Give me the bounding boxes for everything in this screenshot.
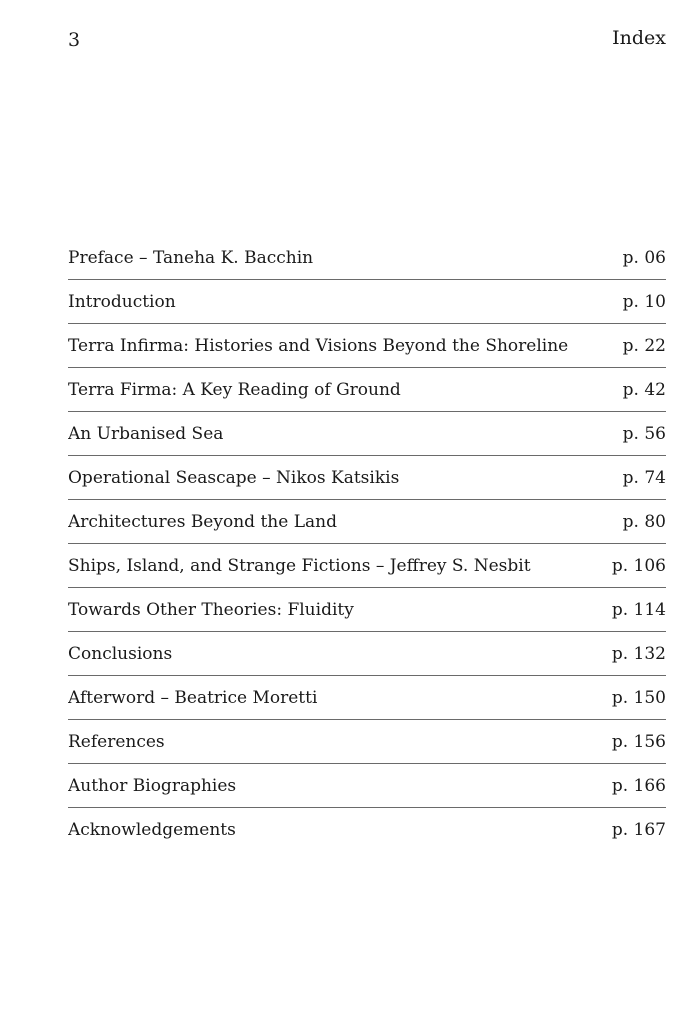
- toc-entry-page: p. 42: [622, 379, 666, 400]
- toc-entry-page: p. 10: [622, 291, 666, 312]
- toc-entry: [68, 456, 666, 500]
- toc-entry-page: p. 114: [611, 599, 666, 620]
- toc-entry-title: Architectures Beyond the Land: [68, 511, 337, 532]
- toc-entry-title: Operational Seascape – Nikos Katsikis: [68, 467, 400, 488]
- toc-entry: [68, 676, 666, 720]
- toc-entry: [68, 720, 666, 764]
- toc-entry-title: Introduction: [68, 291, 176, 312]
- toc-entry-title: Acknowledgements: [68, 820, 236, 840]
- toc-entry: [68, 500, 666, 544]
- toc-entry: [68, 324, 666, 368]
- toc-entry-page: p. 22: [622, 335, 666, 356]
- toc-entry: [68, 412, 666, 456]
- toc-entry-page: p. 56: [622, 423, 666, 444]
- toc-entry-title: Conclusions: [68, 643, 173, 664]
- toc-entry-page: p. 166: [611, 775, 666, 796]
- toc-entry-page: p. 167: [611, 820, 666, 840]
- table-of-contents: [68, 236, 666, 852]
- toc-entry-page: p. 156: [611, 731, 666, 752]
- toc-entry-page: p. 06: [622, 247, 666, 268]
- toc-entry: [68, 368, 666, 412]
- toc-entry: [68, 236, 666, 280]
- toc-entry-title: Afterword – Beatrice Moretti: [68, 687, 318, 708]
- toc-entry-title: References: [68, 731, 165, 752]
- toc-entry-page: p. 80: [622, 511, 666, 532]
- toc-entry-title: Terra Firma: A Key Reading of Ground: [68, 379, 401, 400]
- toc-entry-title: Author Biographies: [68, 775, 237, 796]
- toc-entry-title: Preface – Taneha K. Bacchin: [68, 247, 314, 268]
- toc-entry: [68, 632, 666, 676]
- toc-entry-title: Ships, Island, and Strange Fictions – Jeffrey S. Nesbit: [68, 555, 531, 576]
- toc-entry-title: Towards Other Theories: Fluidity: [68, 599, 354, 620]
- toc-entry: [68, 588, 666, 632]
- toc-entry-page: p. 74: [622, 467, 666, 488]
- toc-entry-page: p. 132: [611, 643, 666, 664]
- toc-entry-title: An Urbanised Sea: [68, 423, 224, 444]
- page-number: 3: [68, 29, 81, 51]
- toc-entry: [68, 764, 666, 808]
- toc-entry: [68, 808, 666, 852]
- toc-entry: [68, 280, 666, 324]
- toc-entry-title: Terra Infirma: Histories and Visions Beyond the Shoreline: [68, 335, 569, 356]
- toc-entry-page: p. 150: [611, 687, 666, 708]
- running-head: Index: [612, 27, 666, 49]
- toc-entry-page: p. 106: [611, 555, 666, 576]
- toc-entry: [68, 544, 666, 588]
